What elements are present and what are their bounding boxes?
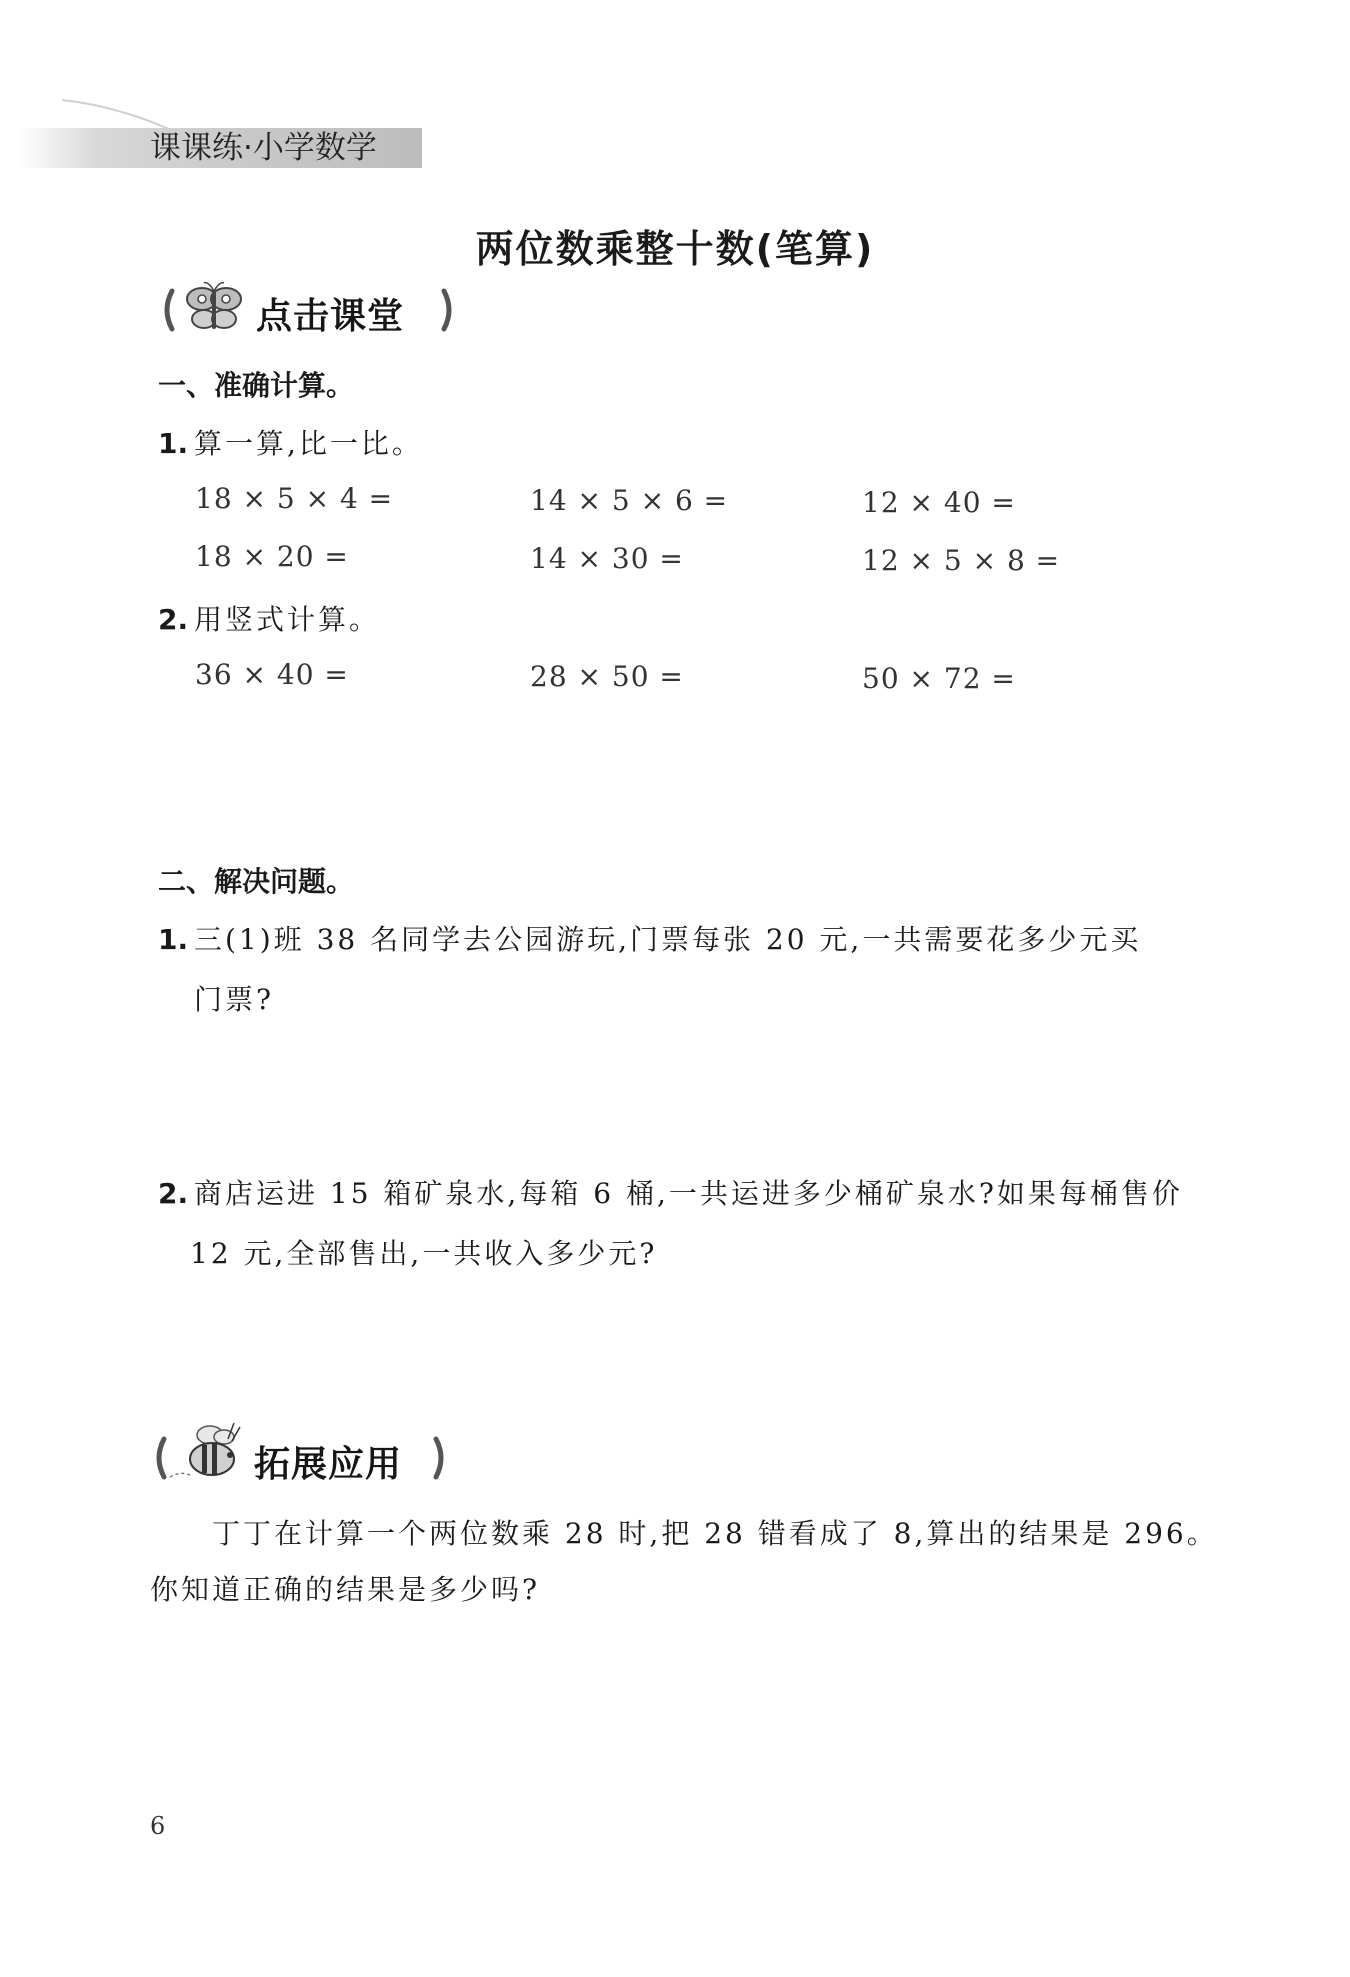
extension-problem-line-2: 你知道正确的结果是多少吗? bbox=[150, 1573, 541, 1606]
bee-icon bbox=[168, 1419, 248, 1483]
question-text-continued: 门票? bbox=[194, 983, 275, 1016]
question-text: 商店运进 15 箱矿泉水,每箱 6 桶,一共运进多少桶矿泉水?如果每桶售价 bbox=[194, 1177, 1183, 1210]
question-2-1 bbox=[158, 918, 1141, 958]
question-text: 三(1)班 38 名同学去公园游玩,门票每张 20 元,一共需要花多少元买 bbox=[194, 923, 1142, 956]
expression: 12 × 40 = bbox=[862, 486, 1016, 519]
banner-label-extension: 拓展应用 bbox=[254, 1444, 403, 1485]
expression: 18 × 5 × 4 = bbox=[195, 482, 394, 515]
expression: 18 × 20 = bbox=[195, 540, 349, 573]
question-2-2 bbox=[158, 1172, 1183, 1212]
question-1-2 bbox=[158, 598, 380, 638]
question-text: 用竖式计算。 bbox=[194, 603, 381, 636]
expression: 36 × 40 = bbox=[195, 658, 349, 691]
question-1-1 bbox=[158, 422, 423, 462]
question-number: 1. bbox=[158, 427, 189, 460]
banner-label-classroom: 点击课堂 bbox=[256, 296, 405, 337]
butterfly-icon bbox=[182, 281, 248, 337]
expression: 50 × 72 = bbox=[862, 662, 1016, 695]
page-number: 6 bbox=[150, 1812, 166, 1840]
section-banner-classroom bbox=[158, 285, 458, 335]
section-heading-solve-problems: 二、解决问题。 bbox=[158, 865, 355, 898]
question-number: 2. bbox=[158, 603, 189, 636]
extension-problem-line-1: 丁丁在计算一个两位数乘 28 时,把 28 错看成了 8,算出的结果是 296。 bbox=[212, 1517, 1218, 1550]
expression: 12 × 5 × 8 = bbox=[862, 544, 1061, 577]
expression: 14 × 30 = bbox=[530, 542, 684, 575]
section-heading-calculate: 一、准确计算。 bbox=[158, 369, 355, 402]
question-text: 算一算,比一比。 bbox=[194, 427, 423, 460]
running-header-title: 课课练·小学数学 bbox=[150, 130, 377, 166]
expression: 28 × 50 = bbox=[530, 660, 684, 693]
expression: 14 × 5 × 6 = bbox=[530, 484, 729, 517]
question-number: 1. bbox=[158, 923, 189, 956]
page-title: 两位数乘整十数(笔算) bbox=[475, 227, 875, 271]
question-text-continued: 12 元,全部售出,一共收入多少元? bbox=[190, 1237, 658, 1270]
question-number: 2. bbox=[158, 1177, 189, 1210]
